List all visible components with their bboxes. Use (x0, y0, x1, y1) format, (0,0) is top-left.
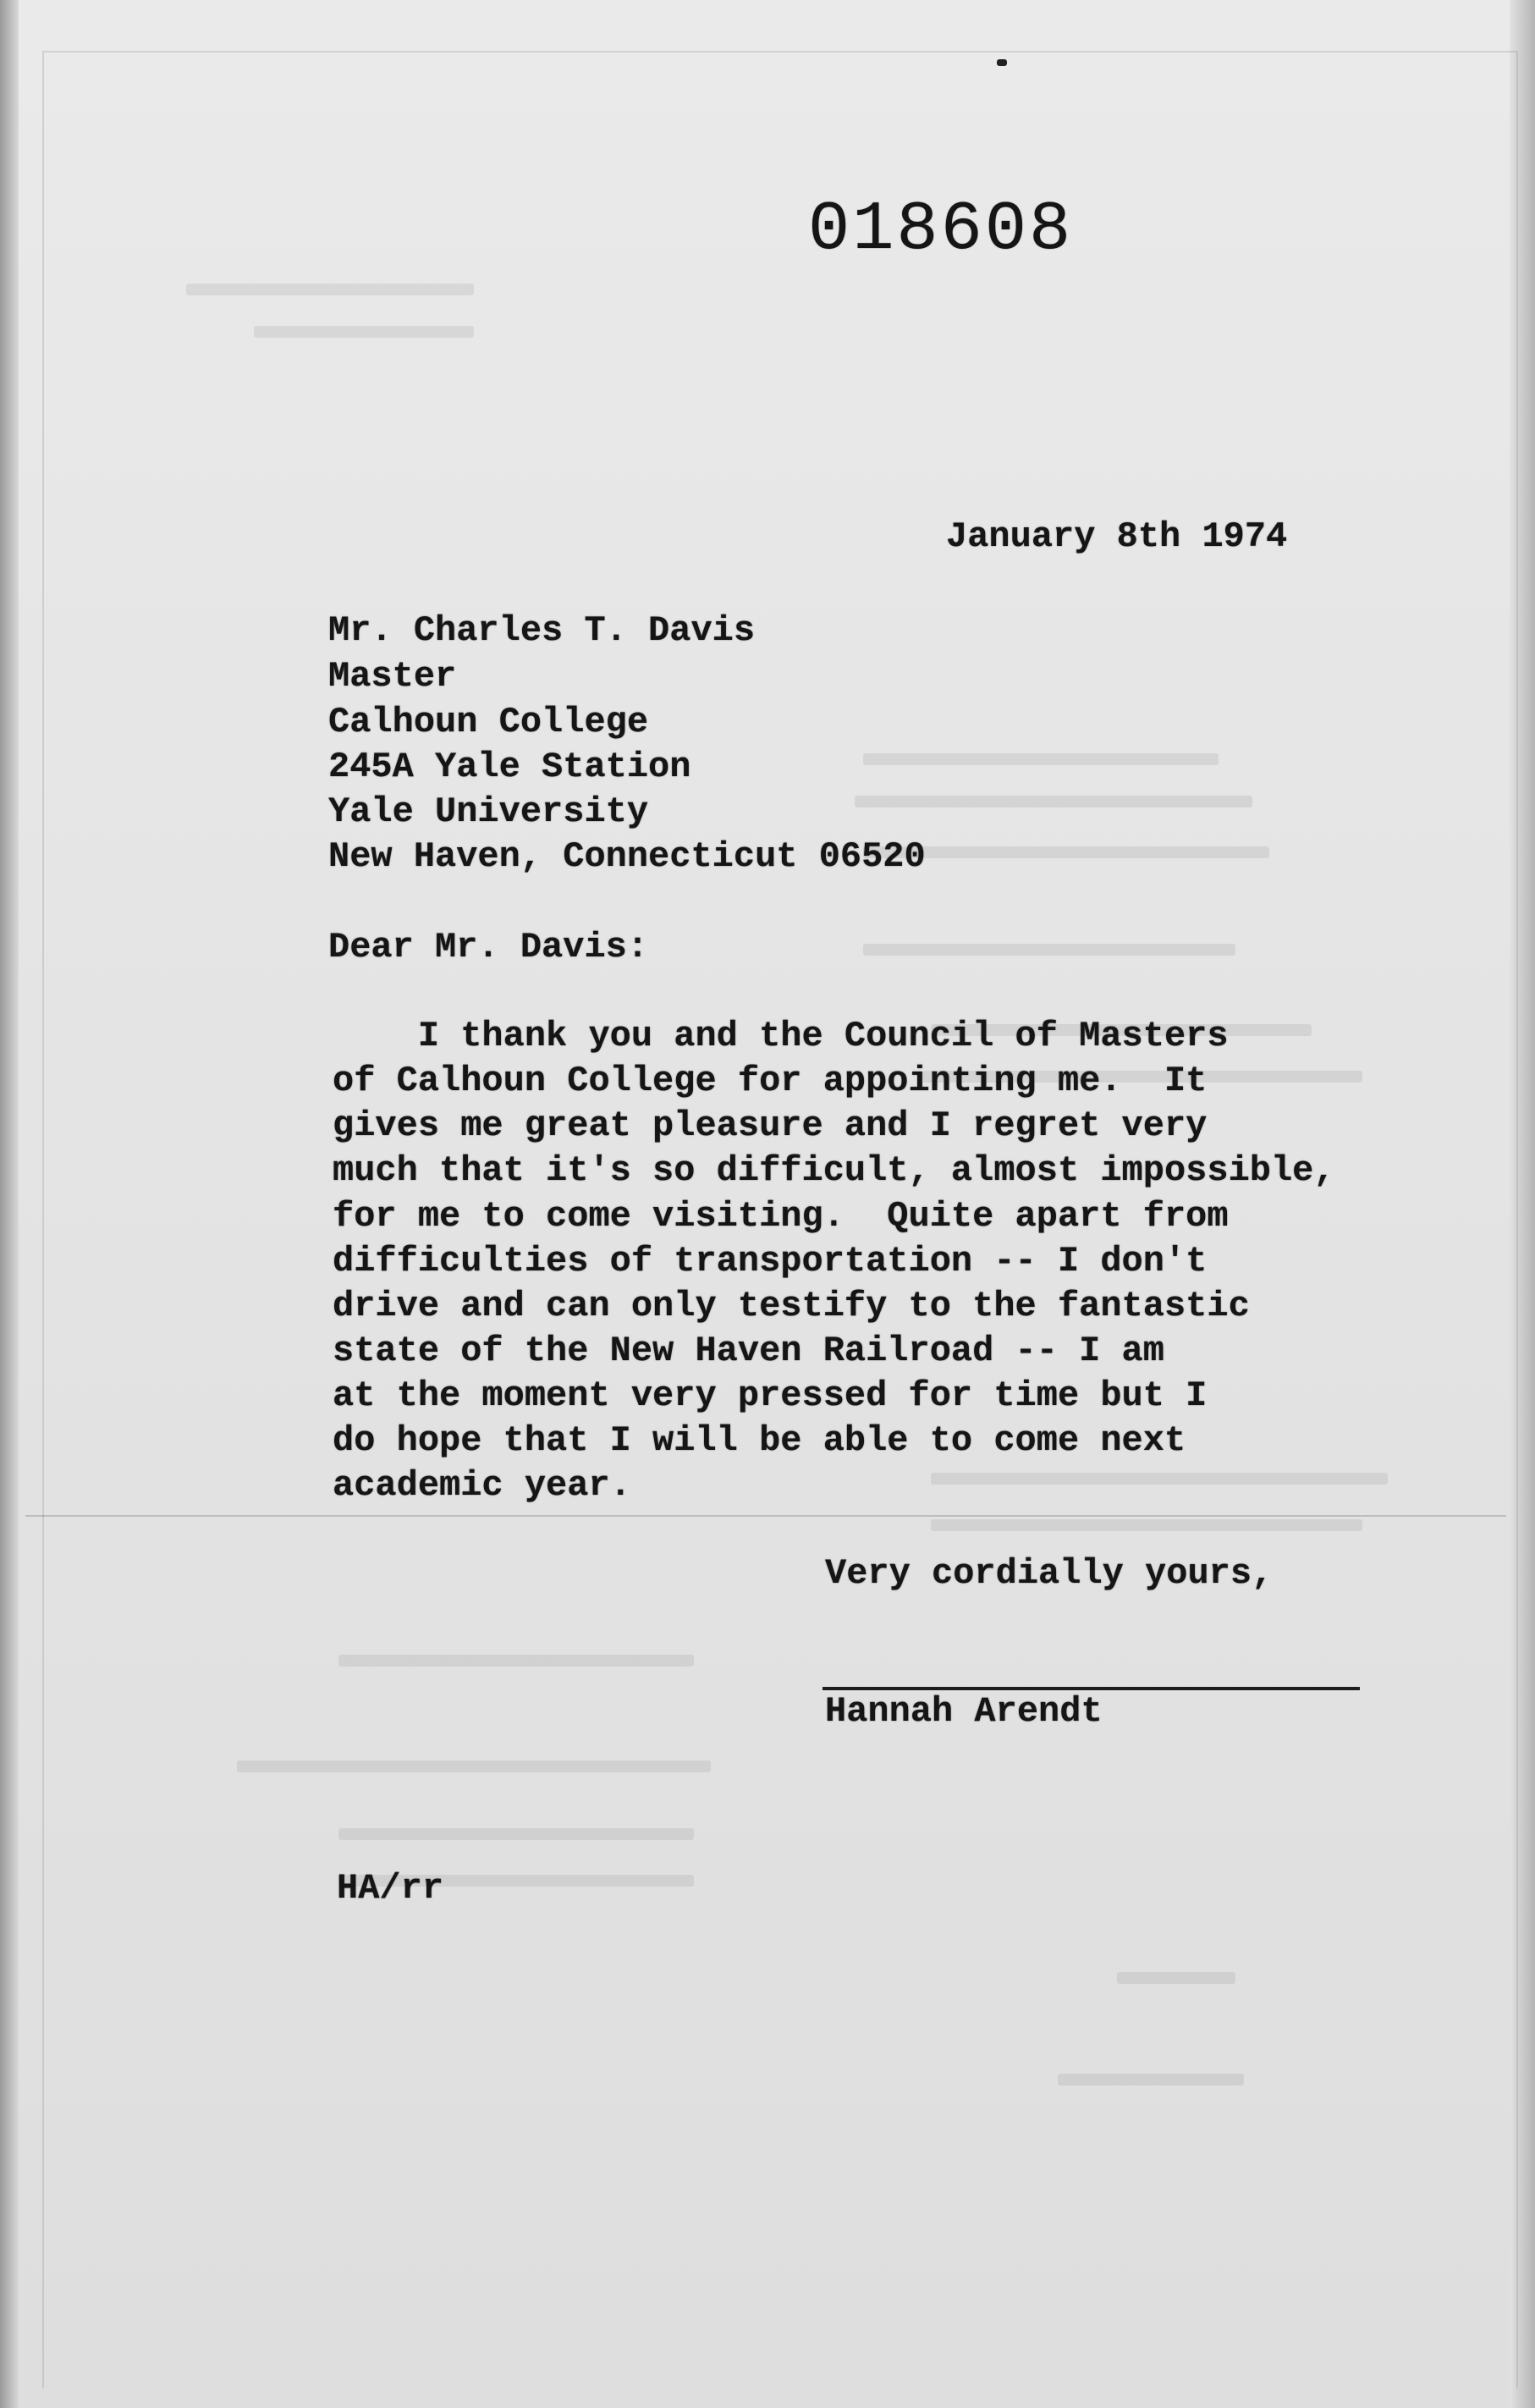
address-line: Master (328, 656, 457, 697)
address-line: Yale University (328, 791, 649, 832)
fold-line (25, 1515, 1506, 1517)
body-line: I thank you and the Council of Masters (333, 1016, 1229, 1056)
body-line: state of the New Haven Railroad -- I am (333, 1331, 1164, 1371)
typist-initials: HA/rr (337, 1868, 444, 1909)
document-number: 018608 (808, 190, 1074, 269)
page-left-edge (0, 0, 19, 2408)
body-line: difficulties of transportation -- I don't (333, 1241, 1208, 1281)
body-line: drive and can only testify to the fantastic (333, 1286, 1250, 1326)
address-line: Calhoun College (328, 702, 649, 742)
address-line: 245A Yale Station (328, 747, 691, 787)
body-line: academic year. (333, 1465, 631, 1506)
signer-name: Hannah Arendt (825, 1691, 1103, 1732)
body-line: much that it's so difficult, almost impossible, (333, 1150, 1335, 1191)
closing: Very cordially yours, (825, 1553, 1274, 1594)
signature-line (823, 1687, 1360, 1690)
salutation: Dear Mr. Davis: (328, 927, 649, 967)
body-line: do hope that I will be able to come next (333, 1420, 1186, 1461)
address-line: New Haven, Connecticut 06520 (328, 836, 926, 877)
letter-date: January 8th 1974 (946, 516, 1288, 557)
body-line: for me to come visiting. Quite apart from (333, 1196, 1229, 1237)
body-line: of Calhoun College for appointing me. It (333, 1061, 1208, 1101)
body-line: at the moment very pressed for time but I (333, 1375, 1208, 1416)
address-line: Mr. Charles T. Davis (328, 610, 756, 651)
body-line: gives me great pleasure and I regret very (333, 1105, 1208, 1146)
ink-mark (997, 59, 1007, 66)
